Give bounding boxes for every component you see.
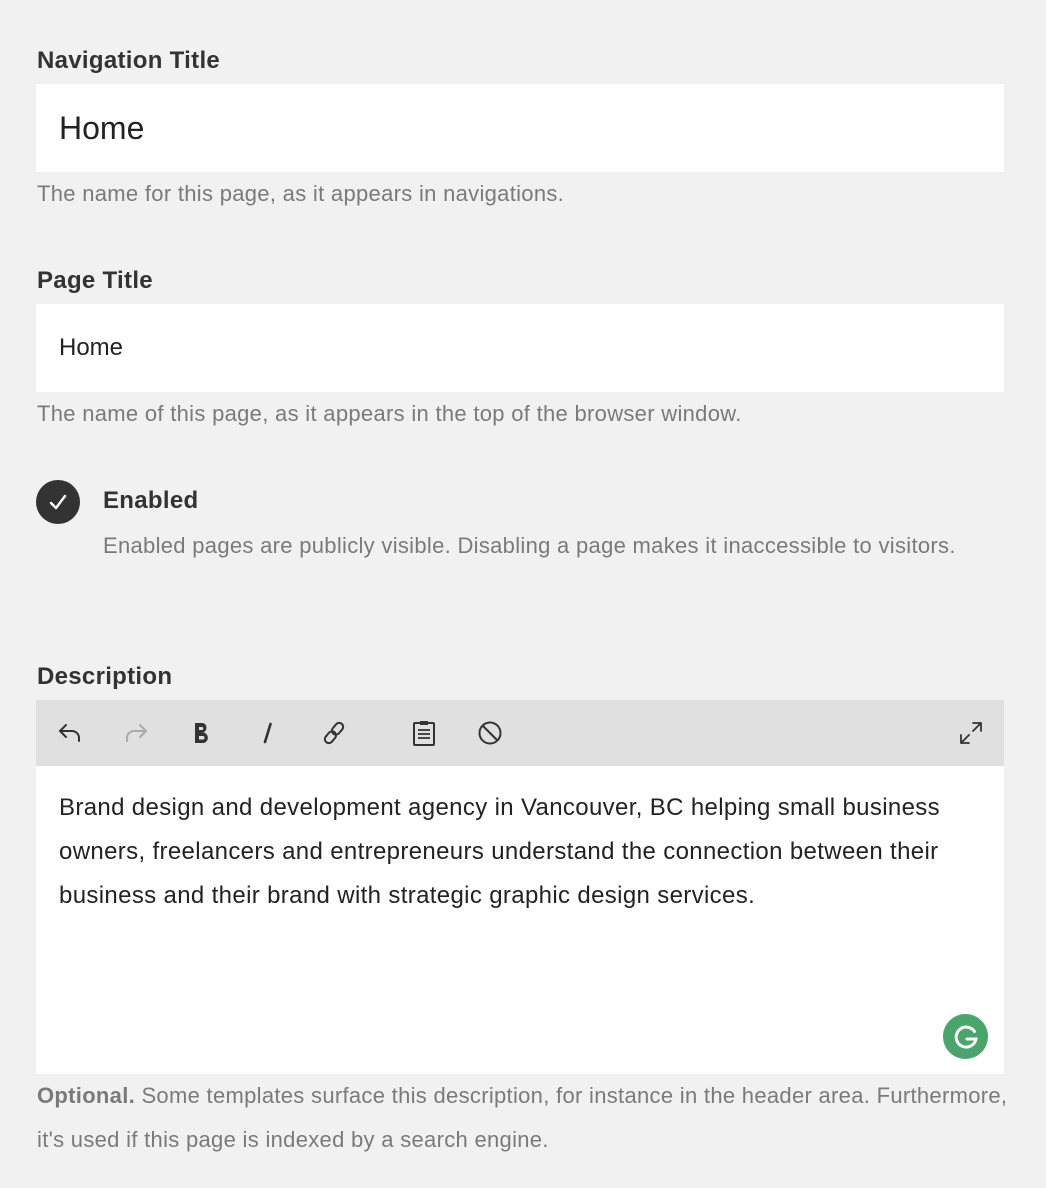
page-title-input[interactable] <box>36 304 1004 392</box>
redo-button[interactable] <box>111 700 161 766</box>
enabled-help: Enabled pages are publicly visible. Disabling a page makes it inaccessible to visitors. <box>103 533 956 558</box>
redo-icon <box>122 719 150 747</box>
enabled-checkbox[interactable] <box>36 480 80 524</box>
navigation-title-label: Navigation Title <box>37 47 221 74</box>
undo-button[interactable] <box>45 700 95 766</box>
expand-button[interactable] <box>946 700 996 766</box>
grammarly-icon <box>951 1022 981 1052</box>
grammarly-button[interactable] <box>943 1014 988 1059</box>
paste-button[interactable] <box>399 700 449 766</box>
link-icon <box>320 719 348 747</box>
page-title-help: The name of this page, as it appears in the top of the browser window. <box>37 401 742 426</box>
navigation-title-help: The name for this page, as it appears in navigations. <box>37 181 565 206</box>
clear-format-button[interactable] <box>465 700 515 766</box>
bold-button[interactable] <box>177 700 227 766</box>
description-editor[interactable]: Brand design and development agency in Vancouver, BC helping small business owners, freelancers and entrepreneurs understand the connection between their business and their brand with strategic graphic design services. <box>36 766 1004 1074</box>
expand-icon <box>957 719 985 747</box>
description-label: Description <box>37 663 173 690</box>
clear-format-icon <box>476 719 504 747</box>
link-button[interactable] <box>309 700 359 766</box>
editor-toolbar <box>36 700 1004 766</box>
italic-button[interactable] <box>243 700 293 766</box>
description-help <box>37 1074 1012 1162</box>
undo-icon <box>56 719 84 747</box>
optional-label: Optional. <box>37 1083 136 1108</box>
checkmark-icon <box>36 480 80 524</box>
paste-icon <box>410 719 438 747</box>
description-help-text: Some templates surface this description, for instance in the header area. Furthermore, it's used if this page is indexed by a search engine. <box>37 1083 1008 1152</box>
page-title-label: Page Title <box>37 267 153 294</box>
bold-icon <box>188 719 216 747</box>
enabled-label: Enabled <box>103 487 199 514</box>
italic-icon <box>254 719 282 747</box>
navigation-title-input[interactable] <box>36 84 1004 172</box>
